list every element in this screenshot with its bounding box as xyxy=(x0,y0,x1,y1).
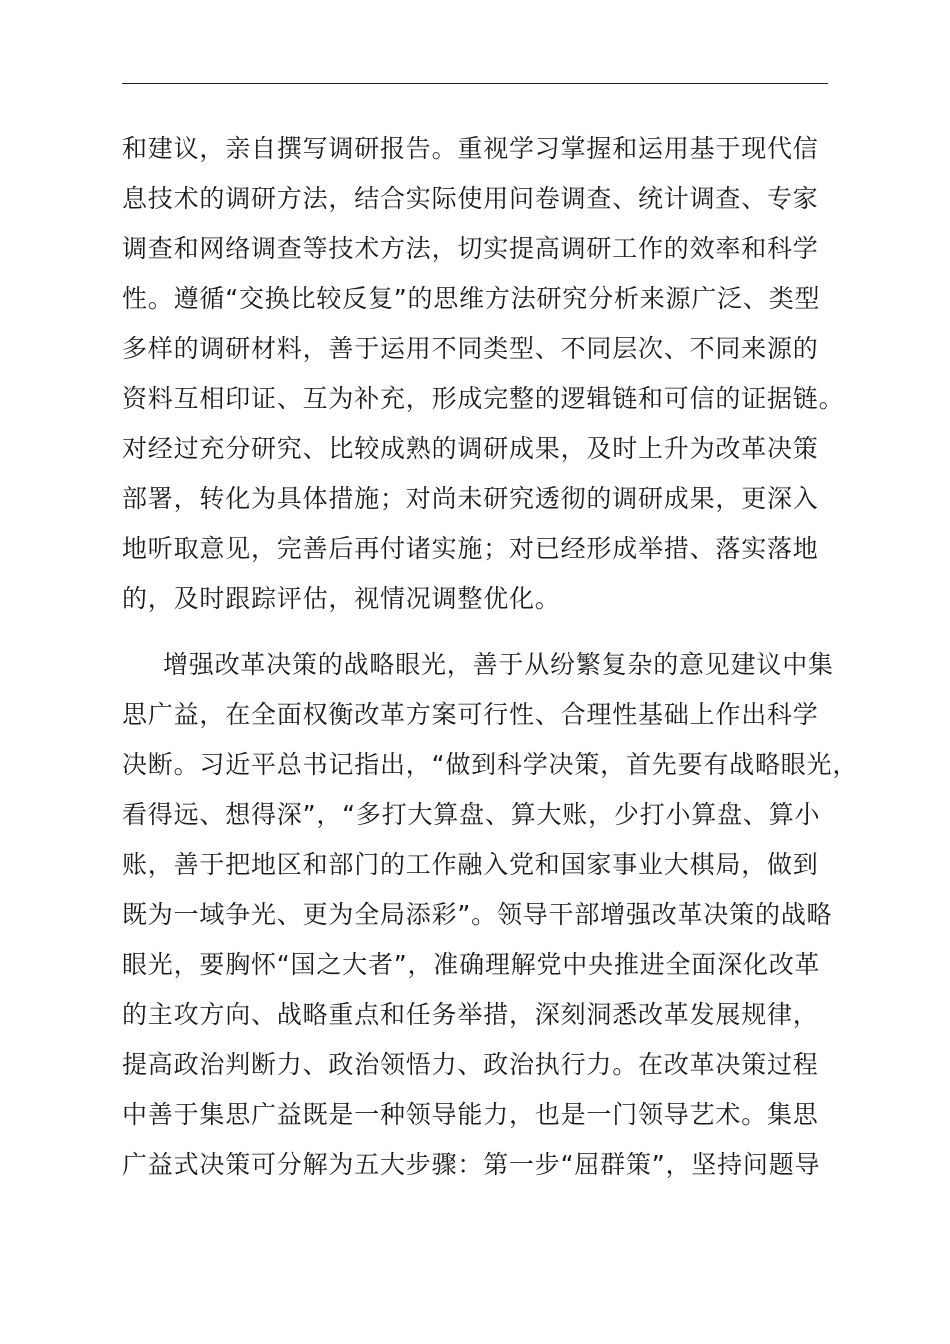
text-line: 既为一域争光、更为全局添彩”。领导干部增强改革决策的战略 xyxy=(122,900,833,929)
text-line: 提高政治判断力、政治领悟力、政治执行力。在改革决策过程 xyxy=(122,1050,819,1079)
text-line: 眼光，要胸怀“国之大者”，准确理解党中央推进全面深化改革 xyxy=(122,950,821,979)
paragraph-2 xyxy=(122,640,859,1190)
text-line: 的，及时跟踪评估，视情况调整优化。 xyxy=(122,584,561,613)
document-body xyxy=(122,124,859,1190)
text-line: 多样的调研材料，善于运用不同类型、不同层次、不同来源的 xyxy=(122,334,819,363)
text-line: 增强改革决策的战略眼光，善于从纷繁复杂的意见建议中集 xyxy=(163,650,834,679)
text-line: 资料互相印证、互为补充，形成完整的逻辑链和可信的证据链。 xyxy=(122,384,845,413)
text-line: 调查和网络调查等技术方法，切实提高调研工作的效率和科学 xyxy=(122,234,819,263)
text-line: 的主攻方向、战略重点和任务举措，深刻洞悉改革发展规律， xyxy=(122,1000,819,1029)
text-line: 性。遵循“交换比较反复”的思维方法研究分析来源广泛、类型 xyxy=(122,284,821,313)
text-line: 部署，转化为具体措施；对尚未研究透彻的调研成果，更深入 xyxy=(122,484,819,513)
paragraph-gap xyxy=(122,624,828,640)
text-line: 地听取意见，完善后再付诸实施；对已经形成举措、落实落地 xyxy=(122,534,819,563)
text-line: 对经过充分研究、比较成熟的调研成果，及时上升为改革决策 xyxy=(122,434,819,463)
text-line: 中善于集思广益既是一种领导能力，也是一门领导艺术。集思 xyxy=(122,1100,819,1129)
paragraph-1 xyxy=(122,124,845,624)
text-line: 看得远、想得深”，“多打大算盘、算大账，少打小算盘、算小 xyxy=(122,800,821,829)
text-line: 思广益，在全面权衡改革方案可行性、合理性基础上作出科学 xyxy=(122,700,819,729)
header-rule xyxy=(122,83,828,84)
text-line: 决断。习近平总书记指出，“做到科学决策，首先要有战略眼光， xyxy=(122,750,859,779)
text-line: 账，善于把地区和部门的工作融入党和国家事业大棋局，做到 xyxy=(122,850,819,879)
text-line: 息技术的调研方法，结合实际使用问卷调查、统计调查、专家 xyxy=(122,184,819,213)
text-line: 广益式决策可分解为五大步骤：第一步“屈群策”，坚持问题导 xyxy=(122,1150,821,1179)
text-line: 和建议，亲自撰写调研报告。重视学习掌握和运用基于现代信 xyxy=(122,134,819,163)
